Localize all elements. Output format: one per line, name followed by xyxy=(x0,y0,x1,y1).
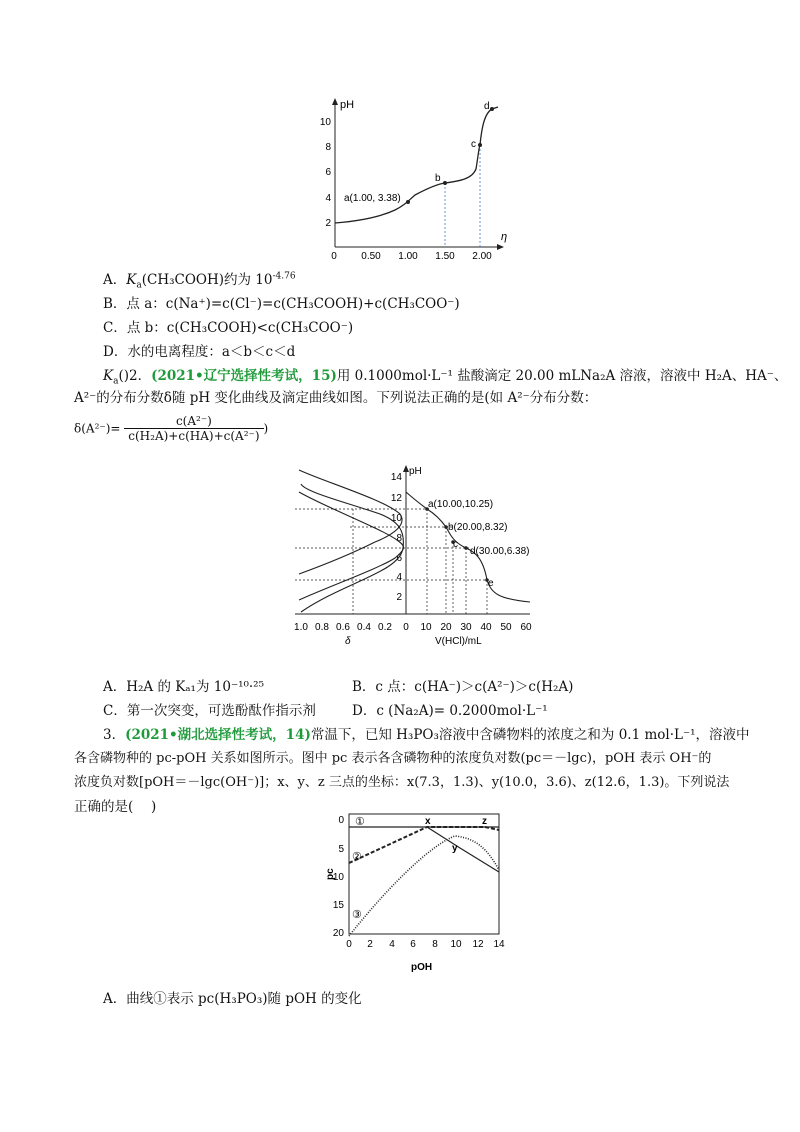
y-tick: 8 xyxy=(396,533,402,544)
y-tick: 10 xyxy=(320,117,331,128)
x-tick: 6 xyxy=(410,939,416,950)
q2-stem-line2: A²⁻的分布分数δ随 pH 变化曲线及滴定曲线如图。下列说法正确的是(如 A²⁻分布分数： xyxy=(74,390,598,406)
point-b-label: b xyxy=(435,173,441,184)
point-z-label: z xyxy=(482,816,487,827)
curve-3 xyxy=(349,836,499,936)
x-tick: 0 xyxy=(346,939,352,950)
y-axis-label: pH xyxy=(409,466,422,477)
curve-3b xyxy=(427,827,499,872)
q2-option-d: D．c (Na₂A)= 0.2000mol·L⁻¹ xyxy=(352,703,548,719)
curve-label-2: ② xyxy=(352,851,362,863)
x-tick: 1.00 xyxy=(398,251,418,262)
q3-stem-line3: 浓度负对数[pOH＝－lgc(OH⁻)]；x、y、z 三点的坐标：x(7.3，1.3)、y(10.0，3.6)、z(12.6，1.3)。下列说法 xyxy=(74,775,730,790)
point-c-label: c xyxy=(471,139,476,150)
x-tick-delta: 0.4 xyxy=(357,622,371,633)
curve-label-3: ③ xyxy=(352,909,362,921)
x-tick: 10 xyxy=(450,939,462,950)
y-tick: 12 xyxy=(390,493,402,504)
x-tick: 0 xyxy=(331,251,337,262)
point-d-label: d(30.00,6.38) xyxy=(470,546,530,557)
point-e-label: e xyxy=(488,578,494,589)
curve-label-1: ① xyxy=(355,816,365,828)
x-tick-v: 30 xyxy=(460,622,472,633)
q2-option-a: A．H₂A 的 Kₐ₁为 10⁻¹⁰·²⁵ xyxy=(103,679,265,695)
q1-option-d: D．水的电离程度：a＜b＜c＜d xyxy=(103,344,296,360)
x-tick-v: 20 xyxy=(440,622,452,633)
pc-poh-chart xyxy=(315,808,515,978)
y-tick: 2 xyxy=(396,592,402,603)
x-tick: 4 xyxy=(389,939,395,950)
y-tick: 6 xyxy=(325,167,331,178)
point-x-label: x xyxy=(425,816,431,827)
x-tick-delta: 0.6 xyxy=(336,622,350,633)
x-tick-delta: 0.2 xyxy=(378,622,392,633)
q3-stem-line2: 各含磷物种的 pc-pOH 关系如图所示。图中 pc 表示各含磷物种的浓度负对数(pc＝－lgc)，pOH 表示 OH⁻的 xyxy=(74,751,712,766)
titration-curve-chart xyxy=(320,95,510,265)
x-tick: 1.50 xyxy=(435,251,455,262)
x-tick: 0.50 xyxy=(361,251,381,262)
q2-stem-line1: $K_a()2$．(2021•辽宁选择性考试，15)用 0.1000mol·L⁻¹ 盐酸滴定 20.00 mLNa₂A 溶液，溶液中 H₂A、HA⁻、 xyxy=(103,368,788,387)
x-tick-v: 40 xyxy=(480,622,492,633)
x-tick: 14 xyxy=(493,939,505,950)
x-tick-v: 10 xyxy=(420,622,432,633)
x-tick-delta: 0 xyxy=(403,622,409,633)
y-axis-label: pH xyxy=(340,99,355,111)
y-tick: 8 xyxy=(325,142,331,153)
q2-formula: δ(A²⁻)= $\frac{\text{c(A²⁻)}}{\text{c(H₂A)+c(HA)+c(A²⁻)}}$ ) xyxy=(74,414,269,443)
point-b-label: b(20.00,8.32) xyxy=(448,522,508,533)
q3-stem-line4: 正确的是( ) xyxy=(74,799,157,815)
point-a-label: a(10.00,10.25) xyxy=(428,499,494,510)
delta-label: δ xyxy=(345,636,351,647)
x-tick: 8 xyxy=(432,939,438,950)
y-tick: 4 xyxy=(396,572,402,583)
q3-stem-line1: 3．(2021•湖北选择性考试，14)常温下，已知 H₃PO₃溶液中含磷物料的浓度之和为 0.1 mol·L⁻¹，溶液中 xyxy=(103,727,750,743)
y-tick: 14 xyxy=(390,472,402,483)
curve-h2a xyxy=(299,492,404,600)
x-tick: 12 xyxy=(472,939,484,950)
q1-option-a: A．$K_a(CH_3COOH)$约为 $10^{-4.76}$ xyxy=(103,271,296,291)
x-tick-delta: 0.8 xyxy=(315,622,329,633)
y-tick: 5 xyxy=(338,844,344,855)
y-tick: 6 xyxy=(396,553,402,564)
titration-curve xyxy=(335,107,498,223)
x-tick-v: 60 xyxy=(520,622,532,633)
y-tick: 0 xyxy=(338,815,344,826)
q2-option-c: C．第一次突变，可选酚酞作指示剂 xyxy=(103,703,316,719)
y-tick: 20 xyxy=(332,928,344,939)
y-axis-label: pc xyxy=(325,868,336,880)
y-tick: 10 xyxy=(332,872,344,883)
q2-source: (2021•辽宁选择性考试，15) xyxy=(151,368,337,384)
q3-option-a: A．曲线①表示 pc(H₃PO₃)随 pOH 的变化 xyxy=(103,991,362,1007)
x-tick: 2 xyxy=(367,939,373,950)
q3-source: (2021•湖北选择性考试，14) xyxy=(125,727,311,743)
distribution-titration-chart xyxy=(285,462,545,652)
point-a-label: a(1.00, 3.38) xyxy=(344,193,401,204)
y-tick: 2 xyxy=(325,218,331,229)
q1-option-c: C．点 b：c(CH₃COOH)<c(CH₃COO⁻) xyxy=(103,320,354,336)
x-axis-label: η xyxy=(501,231,508,243)
x-tick-delta: 1.0 xyxy=(294,622,308,633)
point-c-label: c xyxy=(453,539,458,550)
point-y-label: y xyxy=(452,843,458,854)
x-axis-label: pOH xyxy=(411,962,433,973)
x-tick-v: 50 xyxy=(500,622,512,633)
y-tick: 10 xyxy=(390,513,402,524)
x-tick: 2.00 xyxy=(472,251,492,262)
y-tick: 15 xyxy=(332,900,344,911)
q2-option-b: B．c 点：c(HA⁻)＞c(A²⁻)＞c(H₂A) xyxy=(352,679,574,695)
plot-frame xyxy=(349,814,499,934)
curve-a2 xyxy=(299,470,402,574)
y-tick: 4 xyxy=(325,193,331,204)
x-axis-label: V(HCl)/mL xyxy=(435,636,482,647)
q1-option-b: B．点 a：c(Na⁺)=c(Cl⁻)=c(CH₃COOH)+c(CH₃COO⁻) xyxy=(103,296,460,312)
point-d-label: d xyxy=(484,101,490,112)
